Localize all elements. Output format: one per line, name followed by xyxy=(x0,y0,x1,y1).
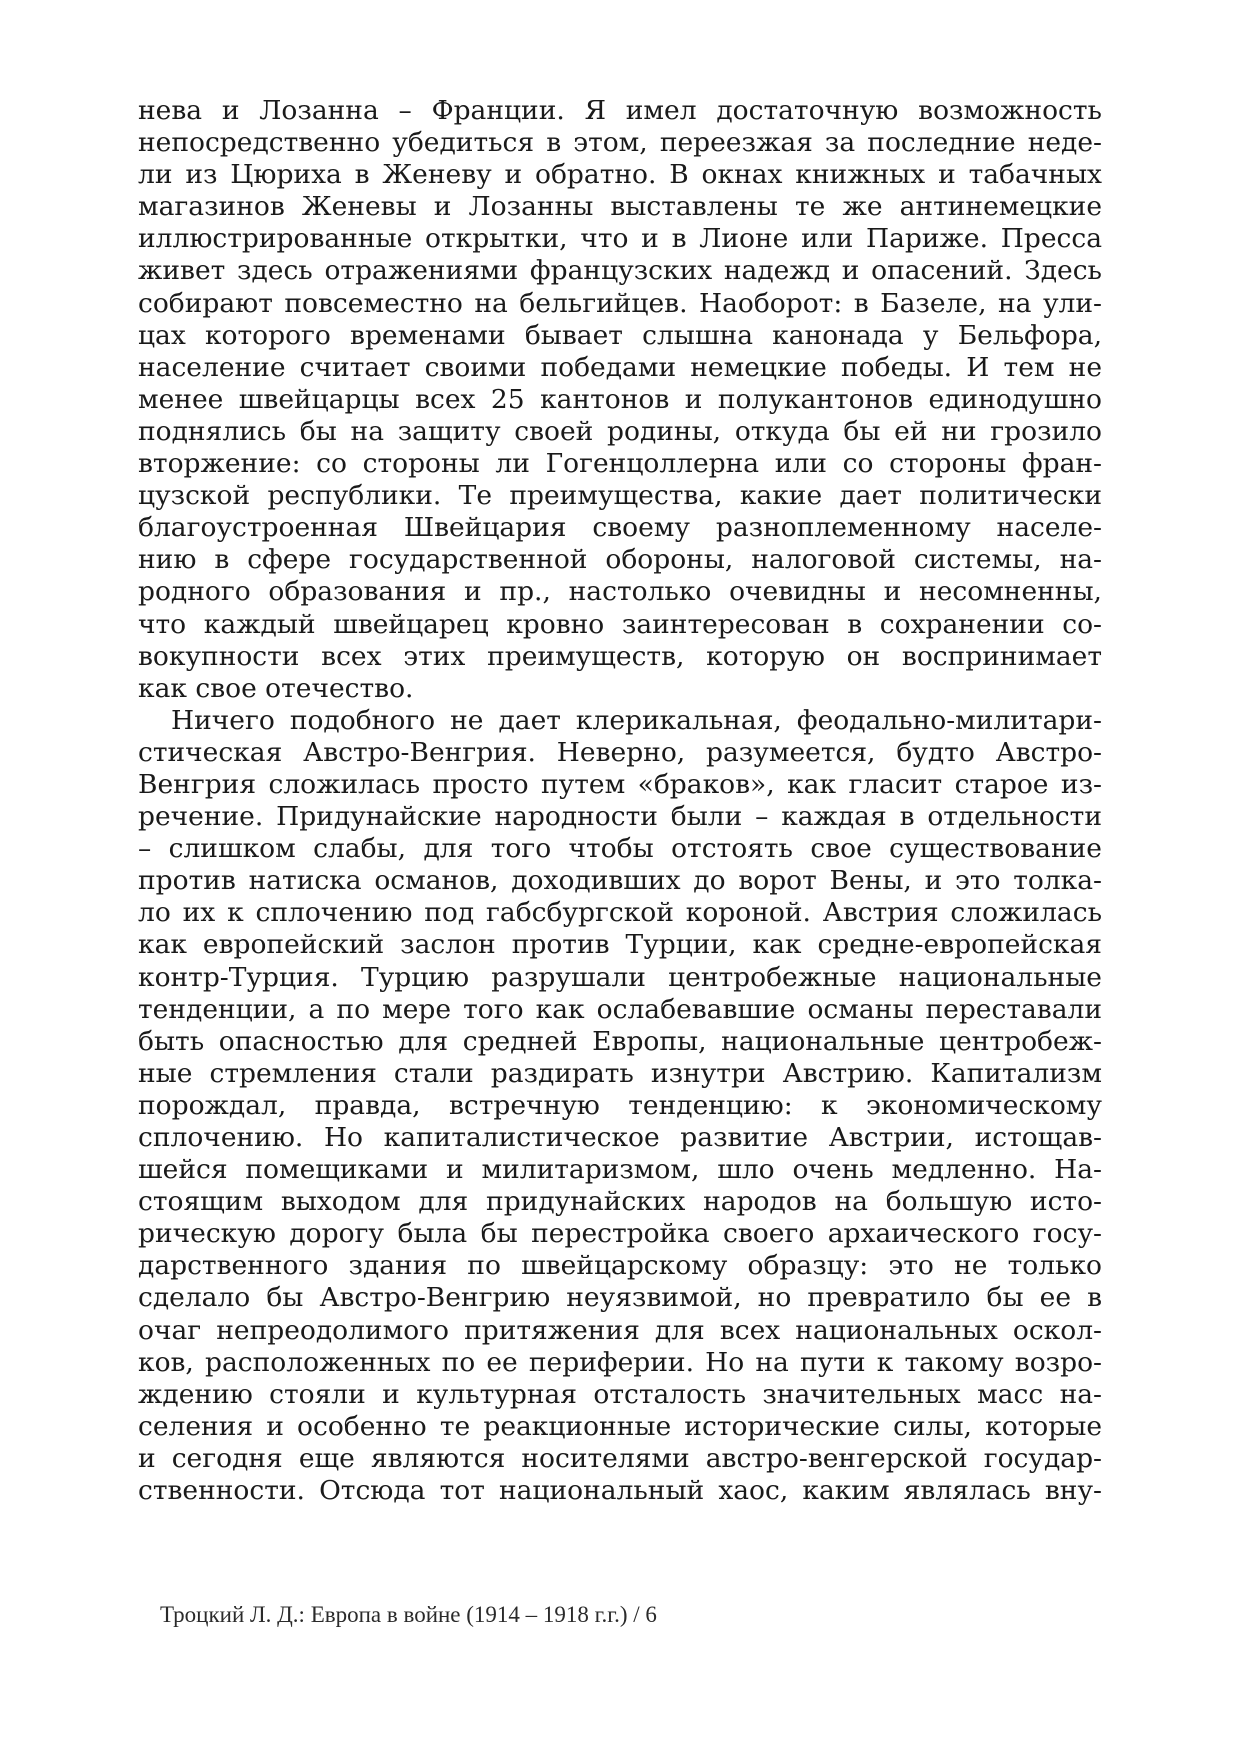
text-line: рическую дорогу была бы перестройка своего архаического госу- xyxy=(138,1218,1102,1250)
text-line: ные стремления стали раздирать изнутри Австрию. Капитализм xyxy=(138,1057,1102,1089)
text-line: ственности. Отсюда тот национальный хаос, каким являлась вну- xyxy=(138,1475,1102,1507)
text-line: и сегодня еще являются носителями австро-венгерской государ- xyxy=(138,1442,1102,1474)
text-line: шейся помещиками и милитаризмом, шло очень медленно. На- xyxy=(138,1154,1102,1186)
text-line: против натиска османов, доходивших до ворот Вены, и это толка- xyxy=(138,865,1102,897)
paragraph-2 xyxy=(138,705,1102,1507)
text-line: Ничего подобного не дает клерикальная, феодально-милитари- xyxy=(171,704,1102,736)
text-line: нию в сфере государственной обороны, налоговой системы, на- xyxy=(138,544,1102,576)
paragraph-1 xyxy=(138,95,1102,705)
text-line: непосредственно убедиться в этом, переезжая за последние неде- xyxy=(138,127,1102,159)
text-line: вторжение: со стороны ли Гогенцоллерна или со стороны фран- xyxy=(138,448,1102,480)
text-line: что каждый швейцарец кровно заинтересован в сохранении со- xyxy=(138,608,1102,640)
text-line: сделало бы Австро-Венгрию неуязвимой, но превратило бы ее в xyxy=(138,1282,1102,1314)
text-line: – слишком слабы, для того чтобы отстоять свое существование xyxy=(138,833,1102,865)
text-line: поднялись бы на защиту своей родины, откуда бы ей ни грозило xyxy=(138,415,1102,447)
text-line: ло их к сплочению под габсбургской короной. Австрия сложилась xyxy=(138,897,1102,929)
text-line: ков, расположенных по ее периферии. Но на пути к такому возро- xyxy=(138,1346,1102,1378)
text-line: вокупности всех этих преимуществ, которую он воспринимает xyxy=(138,640,1102,672)
body-text xyxy=(138,95,1102,1507)
text-line: контр-Турция. Турцию разрушали центробежные национальные xyxy=(138,961,1102,993)
text-line: стическая Австро-Венгрия. Неверно, разумеется, будто Австро- xyxy=(138,736,1102,768)
text-line: нева и Лозанна – Франции. Я имел достаточную возможность xyxy=(138,95,1102,126)
text-line: менее швейцарцы всех 25 кантонов и полукантонов единодушно xyxy=(138,383,1102,415)
text-line: цах которого временами бывает слышна канонада у Бельфора, xyxy=(138,319,1102,351)
text-line: родного образования и пр., настолько очевидны и несомненны, xyxy=(138,576,1102,608)
text-line: живет здесь отражениями французских надежд и опасений. Здесь xyxy=(138,255,1102,287)
text-line: магазинов Женевы и Лозанны выставлены те же антинемецкие xyxy=(138,191,1102,223)
text-line: дарственного здания по швейцарскому образцу: это не только xyxy=(138,1250,1102,1282)
text-line: благоустроенная Швейцария своему разноплеменному населе- xyxy=(138,512,1102,544)
text-line: ли из Цюриха в Женеву и обратно. В окнах книжных и табачных xyxy=(138,159,1102,191)
text-line: как свое отечество. xyxy=(138,672,414,704)
text-line: Венгрия сложилась просто путем «браков», как гласит старое из- xyxy=(138,768,1102,800)
text-line: сплочению. Но капиталистическое развитие Австрии, истощав- xyxy=(138,1122,1102,1153)
text-line: стоящим выходом для придунайских народов на большую исто- xyxy=(138,1186,1102,1218)
text-line: речение. Придунайские народности были – каждая в отдельности xyxy=(138,801,1102,833)
text-line: цузской республики. Те преимущества, какие дает политически xyxy=(138,480,1102,512)
text-line: порождал, правда, встречную тенденцию: к экономическому xyxy=(138,1089,1102,1121)
text-line: быть опасностью для средней Европы, национальные центробеж- xyxy=(138,1025,1102,1057)
page-footer: Троцкий Л. Д.: Европа в войне (1914 – 1918 г.г.) / 6 xyxy=(160,1602,657,1627)
text-line: собирают повсеместно на бельгийцев. Наоборот: в Базеле, на ули- xyxy=(138,287,1102,319)
text-line: ждению стояли и культурная отсталость значительных масс на- xyxy=(138,1378,1102,1410)
text-line: как европейский заслон против Турции, как средне-европейская xyxy=(138,929,1102,961)
text-line: тенденции, а по мере того как ослабевавшие османы переставали xyxy=(138,993,1102,1025)
text-line: иллюстрированные открытки, что и в Лионе или Париже. Пресса xyxy=(138,223,1102,255)
text-line: население считает своими победами немецкие победы. И тем не xyxy=(138,351,1102,383)
text-line: селения и особенно те реакционные исторические силы, которые xyxy=(138,1410,1102,1442)
text-line: очаг непреодолимого притяжения для всех национальных оскол- xyxy=(138,1314,1102,1346)
